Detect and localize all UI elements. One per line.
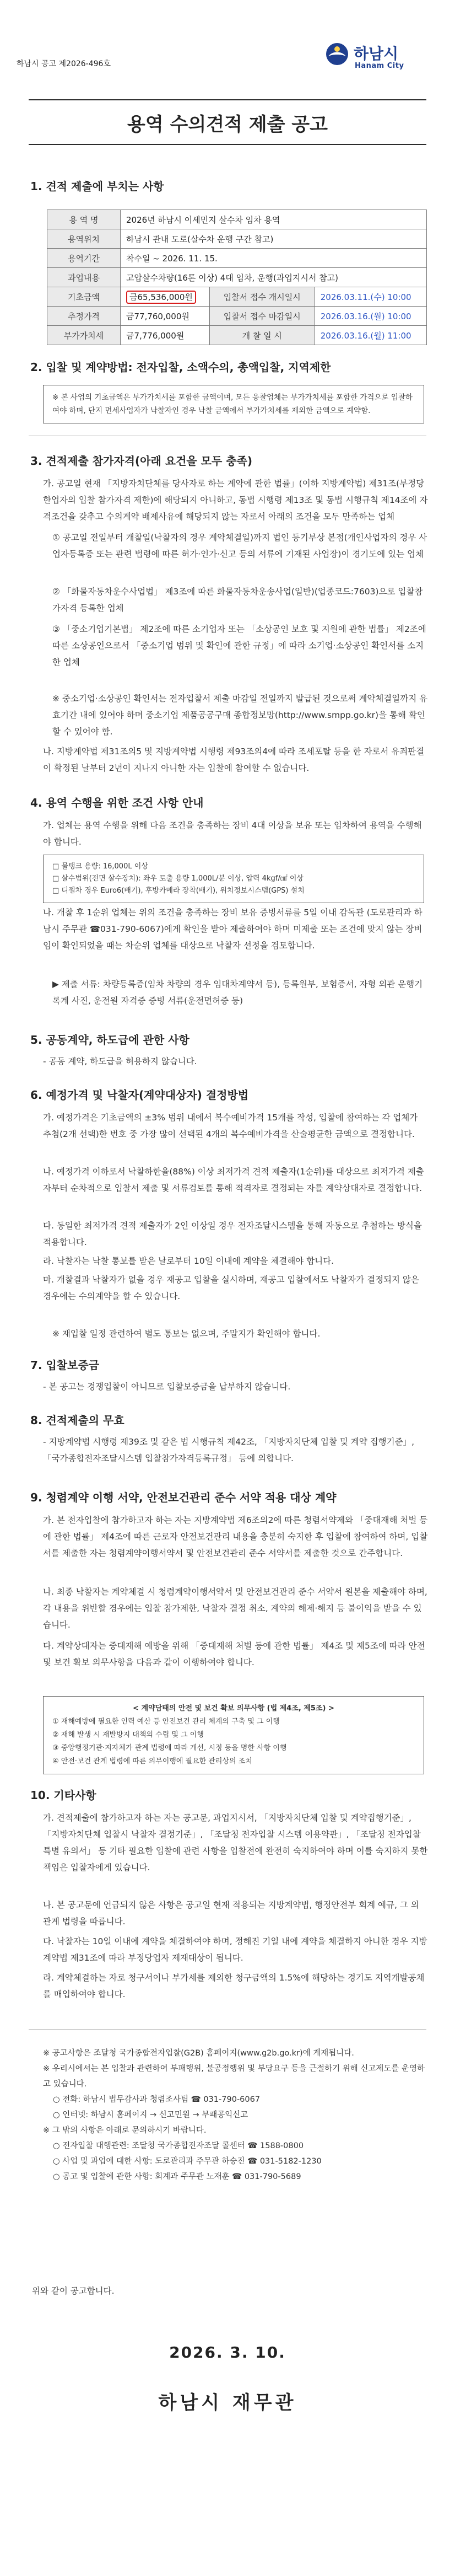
divider [29, 2029, 426, 2030]
s5-item: - 공동 계약, 하도급을 허용하지 않습니다. [43, 1056, 197, 1066]
signatory: 하남시 재무관 [158, 2392, 297, 2414]
s3-item-b: 나. 지방계약법 제31조의5 및 지방계약법 시행령 제93조의4에 따라 조세포탈 등을 한 자로서 유죄판결이 확정된 날부터 2년이 지나지 아니한 자는 입찰에 참여할 수 없습니다. [43, 747, 425, 773]
s6-item-d: 라. 낙찰자는 낙찰 통보를 받은 날로부터 10일 이내에 계약을 체결해야 합니다. [43, 1256, 334, 1266]
table-value: 금7,776,000원 [121, 326, 210, 345]
section-5-heading: 5. 공동계약, 하도급에 관한 사항 [30, 1033, 189, 1046]
s6-note: ※ 재입찰 일정 관련하여 별도 통보는 없으며, 주말지가 확인해야 합니다. [52, 1329, 321, 1339]
table-label: 개 찰 일 시 [209, 326, 315, 345]
table-value: 2026.03.11.(수) 10:00 [315, 287, 426, 307]
safety-obligations-box [43, 1696, 424, 1774]
table-row [47, 229, 427, 249]
s6-item-a: 가. 예정가격은 기초금액의 ±3% 범위 내에서 복수예비가격 15개를 작성, 입찰에 참여하는 각 업체가 추첨(2개 선택)한 번호 중 가장 많이 선택된 4개의 복수예비가격을 산술평균한 금액으로 결정합니다. [43, 1113, 418, 1139]
table-label: 부가가치세 [47, 326, 121, 345]
s6-item-e: 마. 개찰결과 낙찰자가 없을 경우 재공고 입찰을 실시하며, 재공고 입찰에서도 낙찰자가 결정되지 않은 경우에는 수의계약을 할 수 있습니다. [43, 1275, 419, 1301]
s10-item-b: 나. 본 공고문에 언급되지 않은 사항은 공고일 현재 적용되는 지방계약법, 행정안전부 회계 예규, 그 외 관계 법령을 따릅니다. [43, 1900, 419, 1926]
logo-subtitle: Hanam City [355, 62, 404, 70]
s4-submission: ▶ 제출 서류: 차량등록증(임차 차량의 경우 임대차계약서 등), 등록원부, 보험증서, 자형 외관 운행기록계 사진, 운전원 자격증 증빙 서류(운전면허증 등) [52, 979, 423, 1006]
page-title: 용역 수의견적 제출 공고 [127, 114, 328, 136]
s3-item-2: ② 「화물자동차운수사업법」 제3조에 따른 화물자동차운송사업(일반)(업종코드:7603)으로 입찰참가자격 등록한 업체 [52, 587, 423, 613]
document-date: 2026. 3. 10. [169, 2343, 286, 2362]
table-value: 2026년 하남시 이세민지 살수차 임차 용역 [121, 210, 427, 229]
section-4-heading: 4. 용역 수행을 위한 조건 사항 안내 [30, 796, 204, 809]
table-value: 착수일 ~ 2026. 11. 15. [121, 249, 427, 268]
table-row [47, 326, 427, 345]
table-value: 금77,760,000원 [121, 307, 210, 326]
section-8-heading: 8. 견적제출의 무효 [30, 1414, 124, 1427]
table-value: 고압살수차량(16톤 이상) 4대 임차, 운행(과업지시서 참고) [121, 268, 427, 287]
table-label: 과업내용 [47, 268, 121, 287]
table-label: 용 역 명 [47, 210, 121, 229]
footer-line: ※ 우리시에서는 본 입찰과 관련하여 부패행위, 불공정행위 및 부당요구 등을 근절하기 위해 신고제도를 운영하고 있습니다. [43, 2064, 425, 2089]
s4-item-b: 나. 개찰 후 1순위 업체는 위의 조건을 충족하는 장비 보유 증빙서류를 5일 이내 감독관 (도로관리과 하남시 주무관 ☎031-790-6067)에게 확인을 받아 제출하여야 하며 미제출 또는 조건에 맞지 않는 장비임이 확인되었을 때는 차순위 업체를 대상으로 낙찰자 선정을 검토합니다. [43, 908, 422, 951]
logo-name: 하남시 [354, 45, 399, 63]
closing-text: 위와 같이 공고합니다. [32, 2286, 115, 2296]
s10-item-d: 라. 계약체결하는 자로 청구서이나 부가세를 제외한 청구금액의 1.5%에 해당하는 경기도 지역개발공채를 매입하여야 합니다. [43, 1973, 425, 1999]
table-label: 입찰서 접수 개시일시 [209, 287, 315, 307]
s8-item: - 지방계약법 시행령 제39조 및 같은 법 시행규칙 제42조, 「지방자치단체 입찰 및 계약 집행기준」, 「국가종합전자조달시스템 입찰참가자격등록규정」 등에 의합니다. [43, 1437, 415, 1463]
section-9-heading: 9. 청렴계약 이행 서약, 안전보건관리 준수 서약 적용 대상 계약 [30, 1491, 337, 1504]
box-line: ① 재해예방에 필요한 인력 예산 등 안전보건 관리 체계의 구축 및 그 이행 [52, 1718, 280, 1726]
footer-line: ○ 전자입찰 대행관련: 조달청 국가종합전자조달 콜센터 ☎ 1588-0800 [53, 2142, 304, 2150]
table-label: 용역위치 [47, 229, 121, 249]
table-row [47, 287, 427, 307]
table-row [47, 249, 427, 268]
section-10-heading: 10. 기타사항 [30, 1789, 96, 1802]
box-title: < 계약담태의 안전 및 보건 확보 의무사항 (법 제4조, 제5조) > [133, 1704, 334, 1713]
hanam-logo [325, 37, 424, 76]
table-label: 추정가격 [47, 307, 121, 326]
table-label: 입찰서 접수 마감일시 [209, 307, 315, 326]
s4-item-a: 가. 업체는 용역 수행을 위해 다음 조건을 충족하는 장비 4대 이상을 보유 또는 임차하여 용역을 수행해야 합니다. [43, 820, 422, 847]
s10-item-a: 가. 견적제출에 참가하고자 하는 자는 공고문, 과업지시서, 「지방자치단체 입찰 및 계약집행기준」, 「지방자치단체 입찰시 낙찰자 결정기준」, 「조달청 전자입찰 시스템 이용약관」, 「조달청 전자입찰특별 유의서」 등 기타 필요한 입찰에 관련 사항을 입찰전에 완전히 숙지하여야 하며 이를 숙지하지 못한 책임은 입찰자에게 있습니다. [43, 1813, 428, 1872]
info-table [47, 210, 427, 345]
title-rule-bottom [29, 144, 426, 145]
footer-line: ○ 인터넷: 하남시 홈페이지 → 신고민원 → 부패공익신고 [53, 2111, 248, 2119]
s6-item-b: 나. 예정가격 이하로서 낙찰하한율(88%) 이상 최저가격 견적 제출자(1순위)를 대상으로 최저가격 제출자부터 순차적으로 입찰서 제출 및 서류검토를 통해 적격자로 결정되는 자를 계약상대자로 결정합니다. [43, 1167, 424, 1193]
spec-line: □ 살수범위(전면 살수장치): 좌우 토출 용량 1,000L/분 이상, 압력 4kgf/㎠ 이상 [52, 874, 304, 883]
s9-item-c: 다. 계약상대자는 중대재해 예방을 위해 「중대재해 처벌 등에 관한 법률」 제4조 및 제5조에 따라 안전 및 보건 확보 의무사항을 다음과 같이 이행하여야 합니다. [43, 1641, 425, 1667]
section-7-heading: 7. 입찰보증금 [30, 1359, 100, 1372]
section-1-heading: 1. 견적 제출에 부치는 사항 [30, 180, 164, 193]
title-rule-top [29, 99, 426, 100]
s10-item-c: 다. 낙찰자는 10일 이내에 계약을 체결하여야 하며, 정해진 기일 내에 계약을 체결하지 아니한 경우 지방계약법 제31조에 따라 부정당업자 제재대상이 됩니다. [43, 1936, 427, 1963]
box-line: ④ 안전·보건 관계 법령에 따른 의무이행에 필요한 관리상의 조치 [52, 1757, 252, 1765]
s3-item-3: ③ 「중소기업기본법」 제2조에 따른 소기업자 또는 「소상공인 보호 및 지원에 관한 법률」 제2조에 따른 소상공인으로서 「중소기업 범위 및 확인에 관한 규정」에 따라 소기업·소상공인 확인서를 소지한 업체 [52, 624, 426, 667]
table-label: 기초금액 [47, 287, 121, 307]
section-3-heading: 3. 견적제출 참가자격(아래 요건을 모두 충족) [30, 454, 253, 468]
table-row [47, 307, 427, 326]
notice-number: 하남시 공고 제2026-496호 [17, 60, 111, 68]
table-row [47, 268, 427, 287]
table-row [47, 210, 427, 229]
s3-item-1: ① 공고일 전일부터 개찰일(낙찰자의 경우 계약체결일)까지 법인 등기부상 본점(개인사업자의 경우 사업자등록증 또는 관련 법령에 따른 허가·인가·신고 등의 서류에 기재된 사업장)이 경기도에 있는 업체 [52, 533, 427, 559]
spec-line: □ 물탱크 용량: 16,000L 이상 [52, 862, 148, 871]
s9-item-a: 가. 본 전자입찰에 참가하고자 하는 자는 지방계약법 제6조의2에 따른 청렴서약제와 「중대재해 처벌 등에 관한 법률」 제4조에 따른 근로자 안전보건관리 내용을 충분히 숙지한 후 입찰에 참여하여 하며, 입찰서를 제출한 자는 청렴계약이행서약서 및 안전보건관리 준수 서약서를 제출한 것으로 간주합니다. [43, 1515, 428, 1558]
s7-item: - 본 공고는 경쟁입찰이 아니므로 입찰보증금을 납부하지 않습니다. [43, 1382, 291, 1392]
footer-line: ○ 공고 및 입찰에 관한 사항: 회계과 주무관 노재훈 ☎ 031-790-5689 [53, 2172, 301, 2181]
footer-line: ※ 그 밖의 사항은 아래로 문의하시기 바랍니다. [43, 2126, 207, 2135]
vat-note: ※ 본 사업의 기초금액은 부가가치세를 포함한 금액이며, 모든 응찰업체는 부가가치세를 포함한 가격으로 입찰하여야 하며, 단지 면세사업자가 낙찰자인 경우 낙찰 금액에서 부가가치세를 제외한 금액으로 계약함. [43, 385, 424, 423]
footer-line: ※ 공고사항은 조달청 국가종합전자입찰(G2B) 홈페이지(www.g2b.go.kr)에 게재됩니다. [43, 2049, 354, 2058]
table-value: 2026.03.16.(월) 10:00 [315, 307, 426, 326]
s3-note: ※ 중소기업·소상공인 확인서는 전자입찰서 제출 마감일 전일까지 발급된 것으로써 계약체결일까지 유효기간 내에 있어야 하며 중소기업 제품공공구매 종합정보망(http://www.smpp.go.kr)을 통해 확인할 수 있어야 함. [52, 694, 428, 737]
section-6-heading: 6. 예정가격 및 낙찰자(계약대상자) 결정방법 [30, 1088, 249, 1102]
table-label: 용역기간 [47, 249, 121, 268]
footer-notes [43, 2046, 429, 2185]
box-line: ③ 중앙행정기관·지자체가 관계 법령에 따라 개선, 시정 등을 명한 사항 이행 [52, 1744, 287, 1752]
footer-line: ○ 사업 및 과업에 대한 사항: 도로관리과 주무관 하승진 ☎ 031-5182-1230 [53, 2157, 322, 2166]
footer-line: ○ 전화: 하남시 법무감사과 청렴조사팀 ☎ 031-790-6067 [53, 2095, 261, 2104]
equipment-spec-box [43, 855, 424, 903]
spec-line: □ 디젤차 경우 Euro6(배기), 후방카메라 장착(배기), 위치정보시스템(GPS) 설치 [52, 887, 305, 895]
s9-item-b: 나. 최종 낙찰자는 계약체결 시 청렴계약이행서약서 및 안전보건관리 준수 서약서 원본을 제출해야 하며, 각 내용을 위반할 경우에는 입찰 참가제한, 낙찰자 결정 취소, 계약의 해제·해지 등 불이익을 받을 수 있습니다. [43, 1587, 427, 1630]
s6-item-c: 다. 동일한 최저가격 견적 제출자가 2인 이상일 경우 전자조달시스템을 통해 자동으로 추첨하는 방식을 적용합니다. [43, 1221, 422, 1247]
hanam-logo-icon [325, 42, 349, 66]
box-line: ② 재해 발생 시 재발방지 대책의 수립 및 그 이행 [52, 1731, 204, 1739]
table-value: 하남시 관내 도로(살수차 운행 구간 참고) [121, 229, 427, 249]
s3-item-a: 가. 공고일 현재 「지방자치단체를 당사자로 하는 계약에 관한 법률」(이하 지방계약법) 제31조(부정당한업자의 입찰 참가자격 제한)에 해당되지 아니하고, 동법 시행령 제13조 및 동법 시행규칙 제14조에 자격조건을 갖추고 수의계약 배제사유에 해당되지 않는 자로서 아래의 조건을 모두 만족하는 업체 [43, 479, 428, 522]
section-2-heading: 2. 입찰 및 계약방법: 전자입찰, 소액수의, 총액입찰, 지역제한 [30, 361, 331, 374]
table-value: 2026.03.16.(월) 11:00 [315, 326, 426, 345]
table-value: 금65,536,000원 [121, 287, 210, 307]
title-block [29, 99, 426, 145]
